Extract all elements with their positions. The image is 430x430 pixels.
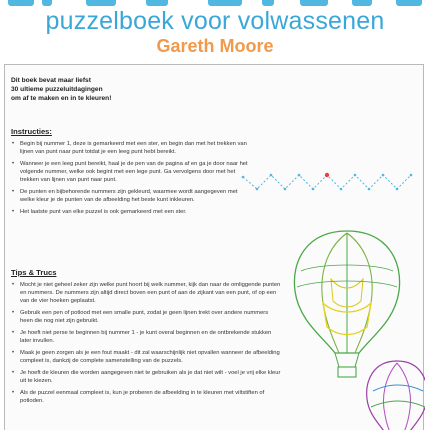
- back-cover-panel: [4, 64, 424, 430]
- instructions-list: [11, 140, 251, 220]
- intro-text: [11, 76, 271, 103]
- tip-item: • Maak je geen zorgen als je een fout maakt - dit zal waarschijnlijk niet opvallen wanneer de afbeelding compleet is, dankzij de complete samenstelling van de puzzels.: [11, 349, 281, 365]
- small-balloon-illustration: [367, 361, 425, 430]
- tip-item: • Je hoeft de kleuren die worden aangegeven niet te gebruiken als je dat niet wilt - voel je vrij elke kleur uit te kiezen.: [11, 369, 281, 385]
- start-star-icon: [325, 173, 329, 177]
- hot-air-balloon-illustration: [294, 231, 399, 377]
- instruction-item: • Wanneer je een leeg punt bereikt, haal je de pen van de pagina af en ga je door naar het volgende nummer, welke ook begint met een lege punt. Ga vervolgens door met het trekken van lijnen van punt naar punt.: [11, 160, 251, 184]
- intro-line-1: Dit boek bevat maar liefst: [11, 77, 91, 84]
- tip-item: • Mocht je niet geheel zeker zijn welke punt hoort bij welk nummer, kijk dan naar de omliggende punten en nummers. De nummers zijn altijd direct boven een punt of aan de zijkant van een punt, of op een van de vier hoeken geplaatst.: [11, 281, 281, 305]
- instruction-item: • Begin bij nummer 1, deze is gemarkeerd met een ster, en begin dan met het trekken van lijnen van punt naar punt totdat je een leeg punt hebt bereikt.: [11, 140, 251, 156]
- author-name: Gareth Moore: [156, 36, 274, 56]
- instructions-heading: Instructies:: [11, 127, 52, 136]
- book-subtitle: puzzelboek voor volwassenen: [45, 7, 385, 35]
- zigzag-example-illustration: [242, 173, 413, 190]
- instruction-item: • De punten en bijbehorende nummers zijn gekleurd, waarmee wordt aangegeven met welke kleur je de punten van de afbeelding het beste kunt inkleuren.: [11, 188, 251, 204]
- tip-item: • Als de puzzel eenmaal compleet is, kun je proberen de afbeelding in te kleuren met viltstiften of potloden.: [11, 389, 281, 405]
- tip-item: • Je hoeft niet perse te beginnen bij nummer 1 - je kunt overal beginnen en de ontbrekende stukken later invullen.: [11, 329, 281, 345]
- intro-line-2: 30 ultieme puzzeluitdagingen: [11, 86, 103, 93]
- tips-heading: Tips & Trucs: [11, 268, 57, 277]
- intro-line-3: om af te maken en in te kleuren!: [11, 95, 112, 102]
- instruction-item: • Het laatste punt van elke puzzel is ook gemarkeerd met een ster.: [11, 208, 251, 216]
- tip-item: • Gebruik een pen of potlood met een smalle punt, zodat je geen lijnen trekt over andere nummers heen die nog niet zijn gebruikt.: [11, 309, 281, 325]
- tips-list: [11, 281, 281, 409]
